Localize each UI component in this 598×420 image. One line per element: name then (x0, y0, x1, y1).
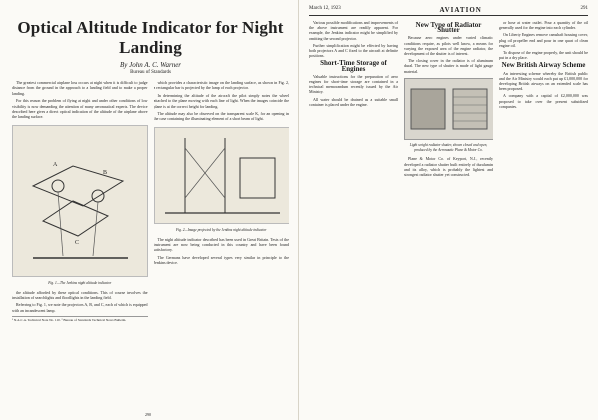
paragraph: Various possible modifications and improvements of the above instrument are readily apparent. For example, the Jenkins indicator might be simplified by omitting the second projector. (309, 20, 398, 41)
figure-2-diagram (154, 127, 290, 224)
svg-text:A: A (53, 161, 58, 168)
article-title: Optical Altitude Indicator for Night Landing (17, 18, 284, 57)
footnotes: ¹ N.A.C.A. Technical Note No. 110. ² Bureau of Standards Technical News Bulletin. (12, 316, 148, 322)
paragraph: or hose at water outlet. Pour a quantity of the oil generally used for the engine into each cylinder. (499, 20, 588, 31)
right-column-3 (499, 20, 588, 179)
paragraph: The Germans have developed several types very similar in principle to the Jenkins device. (153, 254, 289, 266)
left-column-1 (12, 80, 148, 323)
paragraph: On Liberty Engines remove camshaft housing cover, plug oil propeller end and pour in one quart of clean engine oil. (499, 32, 588, 48)
section-heading-storage: Short-Time Storage of Engines (320, 59, 387, 73)
photo-caption: Light weight radiator shutter, shown closed and open, produced by the Aeronautic Plane & Motor Co. (409, 143, 488, 153)
paragraph: Because aero engines under varied climatic conditions require, as pilots well know, a means for varying the exposed area of the engine radiator, the development of the shutter is of interest. (404, 35, 493, 57)
section-heading-shutter: New Type of Radiator Shutter (415, 21, 482, 35)
issue-date: March 12, 1923 (309, 6, 341, 11)
svg-text:C: C (75, 239, 80, 246)
paragraph: The greatest commercial airplane loss occurs at night when it is difficult to judge distance from the ground in the approach to a landing field and to make a proper landing. (12, 80, 148, 96)
paragraph: All water should be drained as a suitable small container is placed under the engine. (309, 96, 398, 107)
right-page (299, 0, 598, 420)
paragraph: In determining the altitude of the aircraft the pilot simply notes the wheel attached to the plane moving with each line of light. When the images coincide the plane is at the correct height for landing. (153, 92, 289, 109)
paragraph: The night altitude indicator described has been used in Great Britain. Tests of the instrument are now being conducted in this country and have been found satisfactory. (153, 236, 289, 253)
right-column-1 (309, 20, 398, 179)
article-org: Bureau of Standards (130, 70, 171, 75)
radiator-shutter-photo (404, 78, 493, 140)
paragraph: The altitude may also be observed on the transparent scale K, for an opening in the case containing the illuminating element of a short beam of light. (153, 111, 289, 122)
paragraph: An interesting scheme whereby the British public and the Air Ministry would each put up £1,000,000 for developing British airways on an extended scale has been proposed. (499, 70, 588, 92)
page-number: 291 (580, 6, 588, 11)
paragraph: Plane & Motor Co. of Keyport, N.J., recently developed a radiator shutter built entirely of duralumin and its alloy, which is probably the lightest and strongest radiator shutter yet constructed. (404, 156, 493, 178)
paragraph: For this reason the problem of flying at night and under other conditions of low visibility is now demanding the attention of many aeronautical experts. The device described here gives a direct optical indication of the altitude of the airplane above the landing surface. (12, 98, 148, 120)
paragraph: A company with a capital of £2,000,000 was proposed to take over the present subsidized companies. (499, 93, 588, 109)
paragraph: Further simplification might be effected by having both projectors A and C fixed to the aircraft at definite positions. (309, 42, 398, 59)
paragraph: which provides a characteristic image on the landing surface, as shown in Fig. 2, a rectangular bar is projected by the lamp of each projector. (153, 80, 289, 91)
section-heading-airway: New British Airway Scheme (501, 61, 586, 70)
left-column-2 (154, 80, 290, 323)
magazine-name: AVIATION (439, 6, 482, 14)
paragraph: To dispose of the engine properly, the unit should be put in a dry place. (499, 50, 588, 61)
paragraph: Valuable instructions for the preparation of aero engines for short-time storage are contained in a technical memorandum recently issued by the Air Ministry. (309, 73, 398, 95)
paragraph: Referring to Fig. 1, we note the projectors A, B, and C, each of which is equipped with an incandescent lamp. (12, 302, 148, 313)
page-number: 290 (145, 412, 151, 417)
svg-text:B: B (103, 169, 108, 176)
figure-2-caption: Fig. 2—Image projected by the Jenkins night altitude indicator (175, 228, 267, 233)
figure-1-diagram (12, 125, 148, 277)
article-byline: By John A. C. Warner (119, 61, 182, 69)
paragraph: The closing cover in the radiator is of aluminum dural. The new type of shutter is made of light gauge material. (404, 58, 493, 74)
figure-1-caption: Fig. 1—The Jenkins night altitude indicator (48, 281, 112, 286)
paragraph: the altitude afforded by these optical conditions. This of course involves the installation of searchlights and floodlights in the landing field. (12, 289, 148, 301)
running-head (309, 6, 588, 16)
right-column-2 (404, 20, 493, 179)
